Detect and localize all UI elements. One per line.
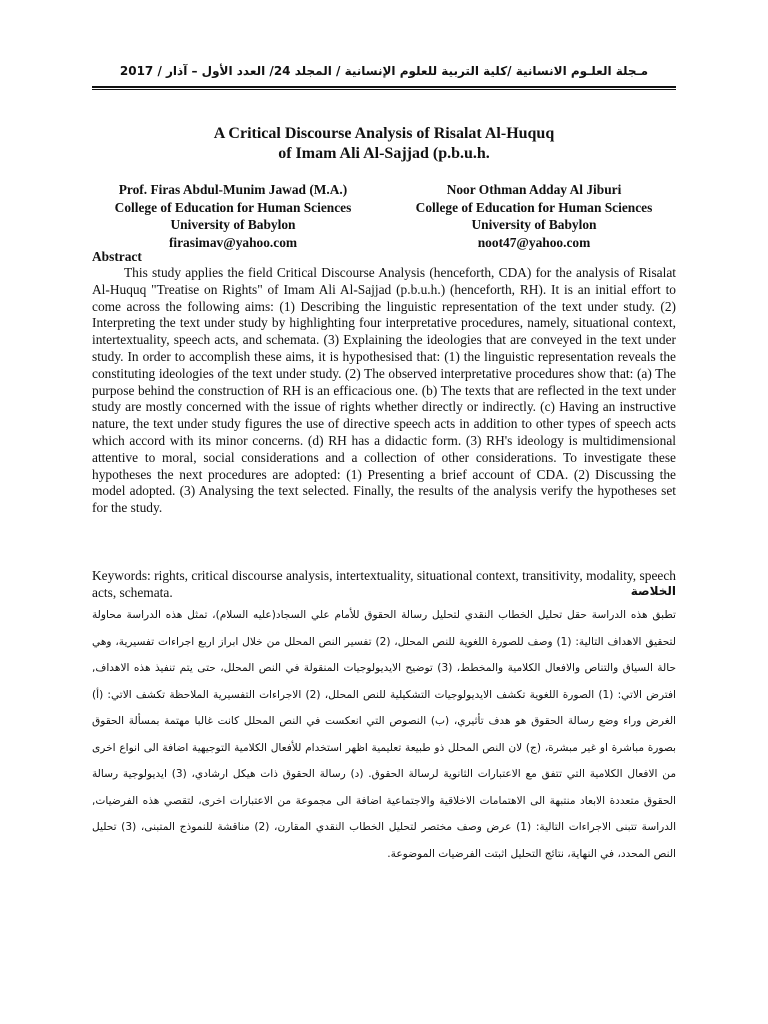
author-name: Noor Othman Adday Al Jiburi [446,182,622,197]
author-email[interactable]: noot47@yahoo.com [477,234,591,250]
author-2 [392,181,676,251]
arabic-abstract-text: تطبق هذه الدراسة حقل تحليل الخطاب النقدي لتحليل رسالة الحقوق للأمام علي السجاد(عليه السلام)، تمثل هذه الدراسة محاولة لتحقيق الاهداف التالية: (1) وصف للصورة اللغوية للنص المحلل، (2) تفسير النص المحلل من خلال ابراز اربع اجراءات تفسيرية، وهي حالة السياق والتناص والافعال الكلامية والمخطط، (3) توضيح الايديولوجيات المنقولة في النص المحلل، حتى يتم تنفيذ هذه الاهداف, افترض الاتي: (1) الصورة اللغوية تكشف الايديولوجيات التشكيلية للنص المحلل، (2) الاجراءات التفسيرية الملاحظة تكشف الاتي: (أ) الغرض وراء وضع رسالة الحقوق هو هدف تأثيري، (ب) النصوص التي انعكست في النص المحلل كانت غالبا مهتمة بمسألة الحقوق بصورة مباشرة او غير مبشرة، (ج) لان النص المحلل ذو طبيعة تعليمية اظهر استخدام للأفعال الكلامية التوجيهية اضافة الى انواع اخرى من الافعال الكلامية التي تتفق مع الاعتبارات الثانوية لرسالة الحقوق. (د) رسالة الحقوق ذات هيكل ارشادي، (3) ايديولوجية رسالة الحقوق متعددة الابعاد منتبهة الى الاهتمامات الاخلاقية والاجتماعية اضافة الى مجموعة من الاعتبارات اخرى، لتقصي هذه الفرضيات, الدراسة تتبنى الاجراءات التالية: (1) عرض وصف مختصر لتحليل الخطاب النقدي المقارن، (2) مناقشة للنموذج المتبنى، (3) تحليل النص المحدد، في النهاية، نتائج التحليل اثبتت الفرضيات الموضوعة. [92,609,677,860]
author-college: College of Education for Human Sciences [415,199,653,215]
author-email[interactable]: firasimav@yahoo.com [168,234,298,250]
header-rule-thin [92,89,676,90]
arabic-abstract-heading: الخلاصة [630,584,676,598]
author-name: Prof. Firas Abdul-Munim Jawad (M.A.) [118,182,348,197]
author-1 [92,181,374,251]
title-line-1: A Critical Discourse Analysis of Risalat Al-Huquq [213,125,555,142]
author-college: College of Education for Human Sciences [114,199,352,215]
abstract-text: This study applies the field Critical Discourse Analysis (henceforth, CDA) for the analysis of Risalat Al-Huquq "Treatise on Rights" of Imam Ali Al-Sajjad (p.b.u.h.) (henceforth, RH). It is an initial effort to come across the following aims: (1) Describing the linguistic representation of the text under study. (2) Interpreting the text under study by highlighting four interpretative procedures, namely, situational context, intertextuality, speech acts, and schemata. (3) Explaining the ideologies that are conveyed in the text under study. In order to accomplish these aims, it is hypothesised that: (1) the linguistic representation reveals the constituting ideologies of the text under study. (2) The observed interpretative procedures show that: (a) The purpose behind the construction of RH is an efficacious one. (b) The texts that are reflected in the text under study are mostly concerned with the issue of rights whether directly or indirectly. (c) Having an instructive nature, the text under study figures the use of directive speech acts in addition to other types of speech acts which accord with its minor concerns. (d) RH has a didactic form. (3) RH's ideology is multidimensional attentive to moral, social considerations and a collection of other considerations. To investigate these hypotheses the next procedures are adopted: (1) Presenting a brief account of CDA. (2) Discussing the model adopted. (3) Analysing the text selected. Finally, the results of the analysis verify the hypotheses set for the study. [92,265,676,516]
author-university: University of Babylon [170,217,296,232]
author-university: University of Babylon [471,217,597,232]
header-rule [92,86,676,88]
abstract-heading: Abstract [92,249,142,264]
paper-title [92,124,676,164]
journal-header: مـجلة العلـوم الانسانية /كلية التربية للعلوم الإنسانية / المجلد 24/ العدد الأول – آذار / 2017 [119,64,649,78]
keywords: Keywords: rights, critical discourse analysis, intertextuality, situational context, transitivity, modality, speech acts, schemata. [92,568,676,600]
title-line-2: of Imam Ali Al-Sajjad (p.b.u.h. [278,145,490,162]
